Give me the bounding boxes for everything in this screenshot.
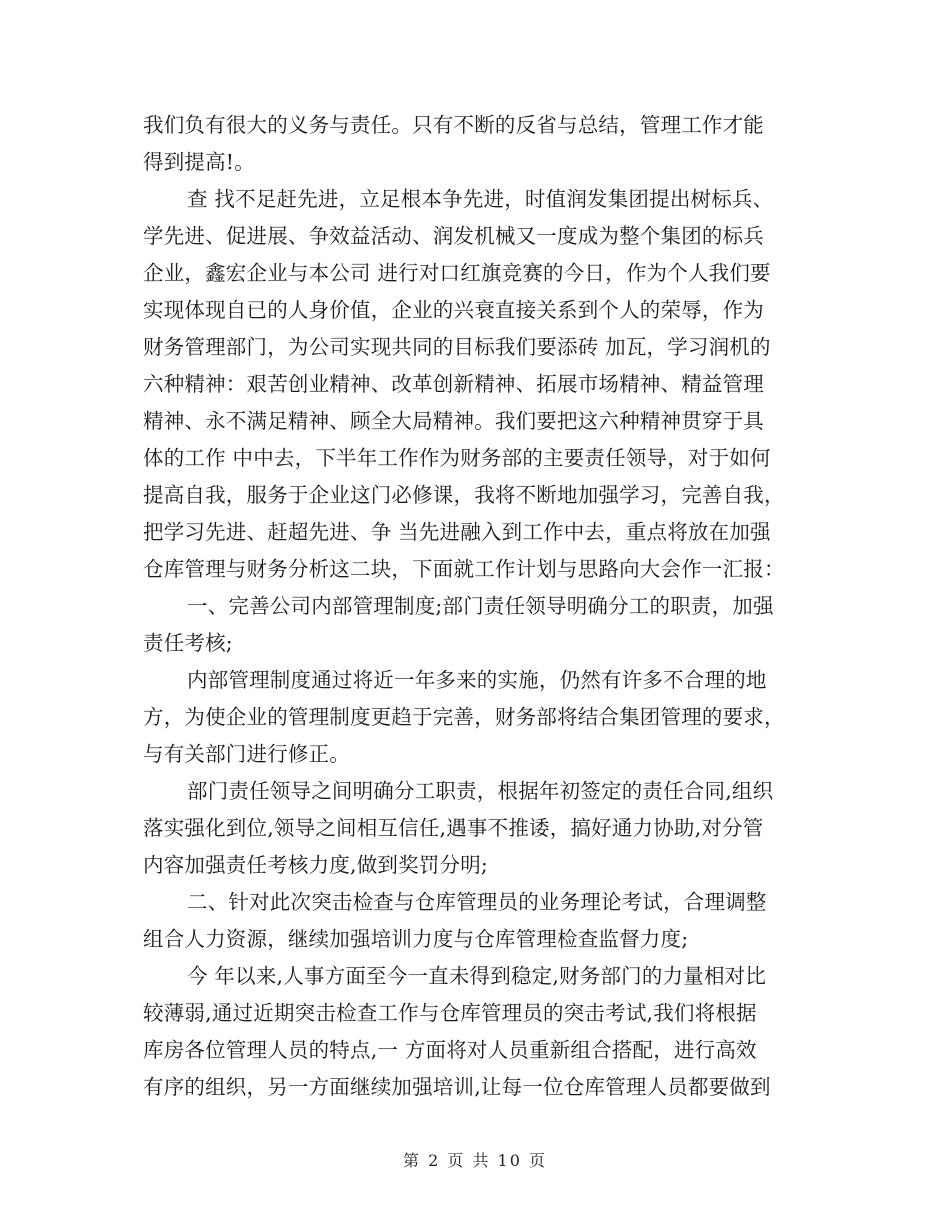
text-line: 一、完善公司内部管理制度;部门责任领导明确分工的职责，加强 xyxy=(187,594,774,618)
text-line: 落实强化到位,领导之间相互信任,遇事不推诿，搞好通力协助,对分管 xyxy=(143,816,764,840)
text-line: 内部管理制度通过将近一年多来的实施，仍然有许多不合理的地 xyxy=(187,668,767,692)
text-line: 得到提高!。 xyxy=(143,150,255,174)
text-line: 实现体现自已的人身价值，企业的兴衰直接关系到个人的荣辱，作为 xyxy=(143,298,764,322)
text-line: 企业，鑫宏企业与本公司 进行对口红旗竞赛的今日，作为个人我们要 xyxy=(143,261,771,285)
text-line: 库房各位管理人员的特点,一 方面将对人员重新组合搭配，进行高效 xyxy=(143,1038,757,1062)
text-line: 六种精神：艰苦创业精神、改革创新精神、拓展市场精神、精益管理 xyxy=(143,372,764,396)
text-line: 精神、永不满足精神、顾全大局精神。我们要把这六种精神贯穿于具 xyxy=(143,409,764,433)
text-line: 与有关部门进行修正。 xyxy=(143,742,350,766)
text-line: 仓库管理与财务分析这二块，下面就工作计划与思路向大会作一汇报： xyxy=(143,557,785,581)
text-line: 提高自我，服务于企业这门必修课，我将不断地加强学习，完善自我， xyxy=(143,483,785,507)
page-footer: 第 2 页 共 10 页 xyxy=(403,1151,547,1170)
text-line: 今 年以来,人事方面至今一直未得到稳定,财务部门的力量相对比 xyxy=(187,964,767,988)
document-body xyxy=(143,107,803,1106)
text-line: 内容加强责任考核力度,做到奖罚分明; xyxy=(143,853,489,877)
text-line: 体的工作 中中去，下半年工作作为财务部的主要责任领导，对于如何 xyxy=(143,446,771,470)
text-line: 学先进、促进展、争效益活动、润发机械又一度成为整个集团的标兵 xyxy=(143,224,764,248)
text-line: 财务管理部门，为公司实现共同的目标我们要添砖 加瓦，学习润机的 xyxy=(143,335,771,359)
text-line: 组合人力资源，继续加强培训力度与仓库管理检查监督力度; xyxy=(143,927,689,951)
text-line: 把学习先进、赶超先进、争 当先进融入到工作中去，重点将放在加强 xyxy=(143,520,771,544)
text-line: 有序的组织，另一方面继续加强培训,让每一位仓库管理人员都要做到 xyxy=(143,1075,771,1099)
text-line: 查 找不足赶先进，立足根本争先进，时值润发集团提出树标兵、 xyxy=(187,187,774,211)
text-line: 方，为使企业的管理制度更趋于完善，财务部将结合集团管理的要求， xyxy=(143,705,785,729)
text-line: 我们负有很大的义务与责任。只有不断的反省与总结，管理工作才能 xyxy=(143,113,764,137)
text-line: 较薄弱,通过近期突击检查工作与仓库管理员的突击考试,我们将根据 xyxy=(143,1001,757,1025)
text-line: 二、针对此次突击检查与仓库管理员的业务理论考试，合理调整 xyxy=(187,890,767,914)
text-line: 部门责任领导之间明确分工职责，根据年初签定的责任合同,组织 xyxy=(187,779,774,803)
text-line: 责任考核; xyxy=(143,631,233,655)
